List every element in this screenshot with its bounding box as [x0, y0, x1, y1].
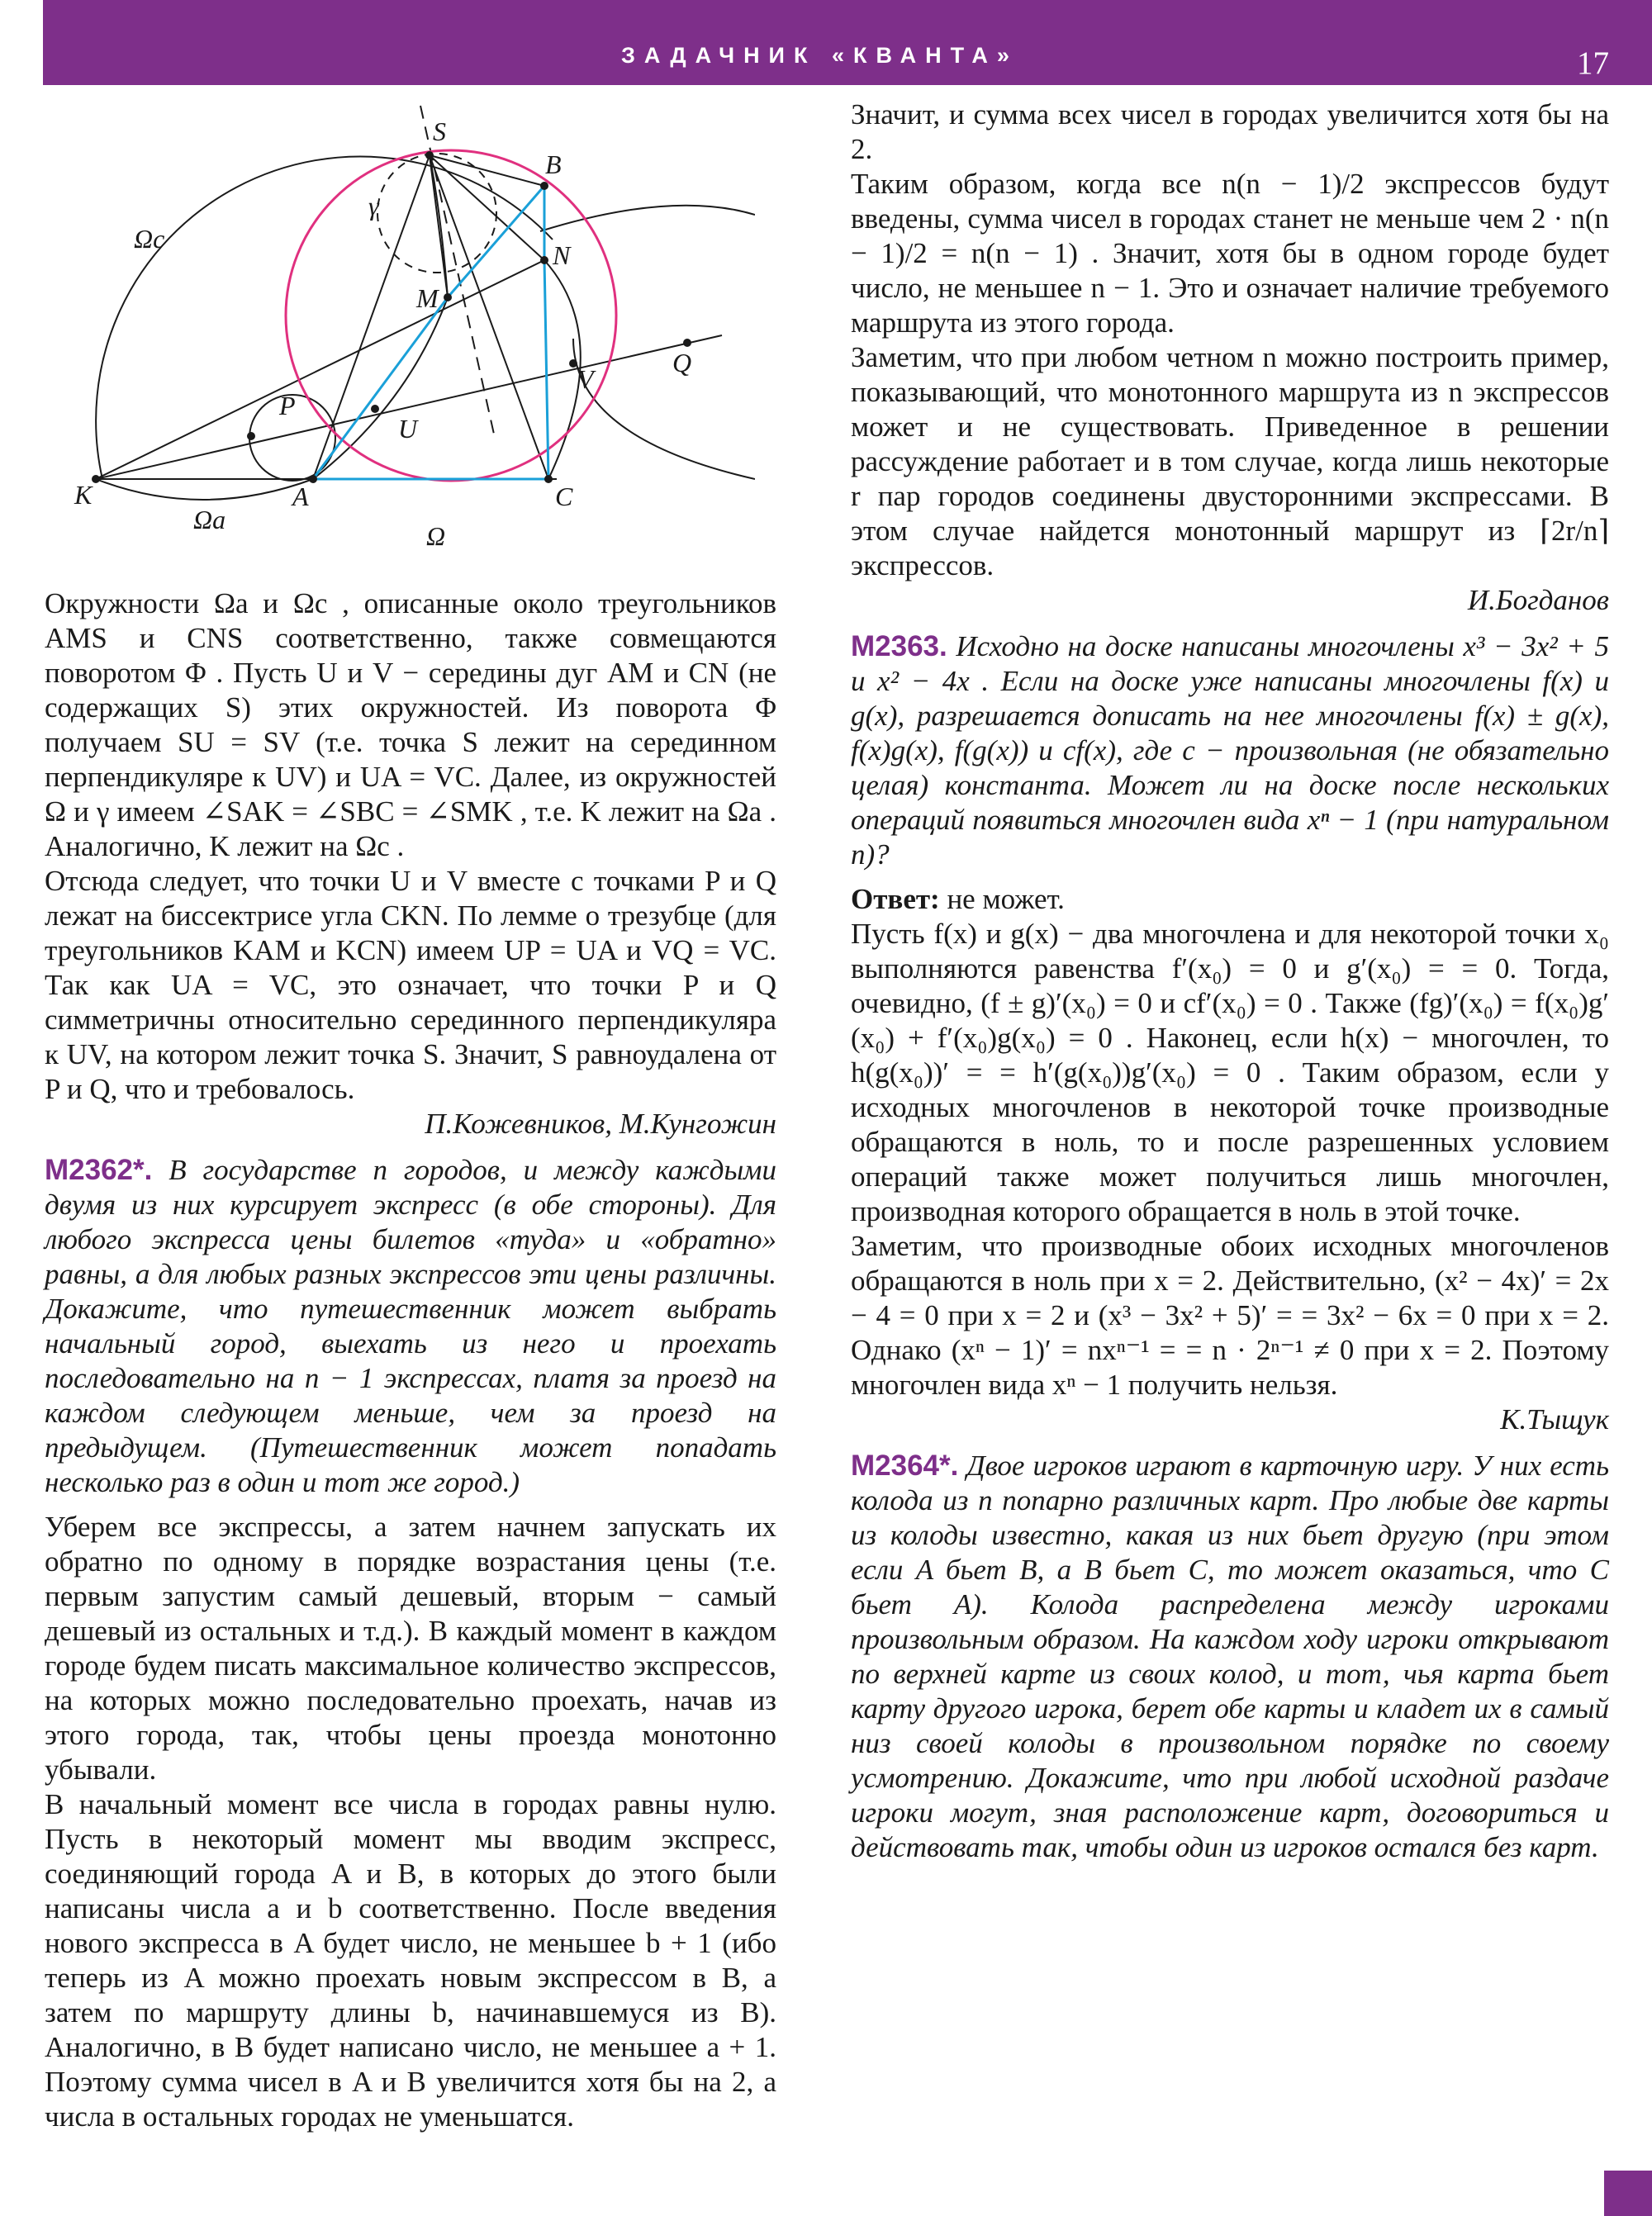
signature-kozhevnikov: П.Кожевников, М.Кунгожин: [425, 1108, 776, 1140]
line-k-q: [96, 335, 722, 479]
right-paragraph-3: Заметим, что при любом четном n можно построить пример, показывающий, что монотонного маршрута из n экспрессов может и не существовать. Приведенное в решении рассуждение работает и в том случае, когда лишь некоторые r пар городов соединены двусторонними экспрессами. В этом случае найдется монотонный маршрут из ⌈2r/n⌉ экспрессов.: [851, 341, 1609, 581]
problem-m2363-number: М2363.: [851, 630, 947, 662]
right-paragraph-2: Таким образом, когда все n(n − 1)/2 экспрессов будут введены, сумма чисел в городах станет не меньше чем 2 · n(n − 1)/2 = n(n − 1) . Значит, хотя бы в одном городе будет число, не меньшее n − 1. Это и означает наличие требуемого маршрута из этого города.: [851, 168, 1609, 339]
left-column: [45, 586, 776, 2134]
problem-m2364-number: М2364*.: [851, 1450, 959, 1482]
problem-m2364: [851, 1449, 1609, 1865]
label-omega-a: Ωa: [193, 505, 226, 534]
right-arc-2: [573, 339, 755, 479]
label-b: B: [545, 149, 562, 179]
line-s-m: [430, 155, 448, 297]
page-header: [43, 0, 1652, 85]
right-arc-1: [540, 206, 755, 231]
label-a: A: [292, 482, 309, 511]
label-gamma: γ: [368, 191, 379, 221]
left-paragraph-2: Отсюда следует, что точки U и V вместе с точками P и Q лежат на биссектрисе угла CKN. По лемме о трезубце (для треугольников KAM и KCN) имеем UP = UA и VQ = VC. Так как UA = VC, это означает, что точки P и Q симметричны относительно серединного перпендикуляра к UV, на котором лежит точка S. Значит, S равноудалена от P и Q, что и требовалось.: [45, 865, 776, 1105]
answer-line: [851, 882, 1609, 917]
problem-m2363: [851, 629, 1609, 872]
corner-tab: [1604, 2171, 1652, 2216]
right-column: [851, 97, 1609, 1865]
answer-text: не может.: [947, 883, 1065, 915]
geometry-figure: [45, 91, 755, 570]
answer-label: Ответ:: [851, 883, 940, 915]
blue-n-c: [544, 260, 548, 479]
right-paragraph-4: Пусть f(x) и g(x) − два многочлена и для некоторой точки x₀ выполняются равенства f′(x₀) = 0 и g′(x₀) = = 0. Тогда, очевидно, (f ± g)′(x₀) = 0 и cf′(x₀) = 0 . Также (fg)′(x₀) = f(x₀)g′(x₀) + f′(x₀)g(x₀) = 0 . Наконец, если h(x) − многочлен, то h(g(x₀))′ = = h′(g(x₀))g′(x₀) = 0 . Таким образом, если у исходных многочленов в некоторой точке производные обращаются в ноль, то и после разрешенных условием операций также может получиться лишь многочлен, производная которого обращается в ноль в этой точке.: [851, 918, 1609, 1227]
label-m: M: [416, 283, 439, 313]
page-number: 17: [1577, 45, 1609, 81]
line-k-n: [96, 260, 544, 479]
label-v: V: [577, 364, 594, 394]
problem-m2364-text: Двое игроков играют в карточную игру. У них есть колода из n попарно различных карт. Про любые две карты из колоды известно, какая из них бьет другую (при этом если A бьет B, а B бьет C, то может оказаться, что C бьет A). Колода распределена между игроками произвольным образом. На каждом ходу игроки открывают по верхней карте из своих колод, и тот, чья карта бьет карту другого игрока, берет обе карты и кладет их в самый низ своей колоды в произвольном порядке по своему усмотрению. Докажите, что при любой исходной раздаче игроки могут, зная расположение карт, договориться и действовать так, чтобы один из игроков остался без карт.: [851, 1450, 1610, 1863]
problem-m2362-text: В государстве n городов, и между каждыми двумя из них курсирует экспресс (в обе стороны). Для любого экспресса цены билетов «туда» и «обратно» равны, а для любых разных экспрессов эти цены различны. Докажите, что путешественник может выбрать начальный город, выехать из него и проехать последовательно на n − 1 экспрессах, платя за проезд на каждом следующем меньше, чем за проезд на предыдущем. (Путешественник может попадать несколько раз в один и тот же город.): [45, 1154, 777, 1498]
label-k: K: [74, 480, 93, 510]
blue-a-m: [313, 297, 448, 479]
signature-bogdanov: И.Богданов: [1467, 584, 1609, 616]
problem-m2363-text: Исходно на доске написаны многочлены x³ − 3x² + 5 и x² − 4x . Если на доске уже написаны многочлены f(x) и g(x), разрешается дописать на нее многочлены f(x) ± g(x), f(x)g(x), f(g(x)) и cf(x), где c − произвольная (не обязательно целая) константа. Может ли на доске после нескольких операций появиться многочлен вида xⁿ − 1 (при натуральном n)?: [851, 630, 1609, 871]
right-paragraph-1: Значит, и сумма всех чисел в городах увеличится хотя бы на 2.: [851, 98, 1609, 165]
problem-m2362: [45, 1153, 776, 1500]
label-omega: Ω: [426, 521, 446, 551]
left-paragraph-4: В начальный момент все числа в городах равны нулю. Пусть в некоторый момент мы вводим экспресс, соединяющий города A и B, в которых до этого были написаны числа a и b соответственно. После введения нового экспресса в A будет число, не меньшее b + 1 (ибо теперь из A можно проехать новым экспрессом в B, а затем по маршруту длины b, начинавшемуся из B). Аналогично, в B будет написано число, не меньшее a + 1. Поэтому сумма чисел в A и B увеличится хотя бы на 2, а числа в остальных городах не уменьшатся.: [45, 1788, 776, 2133]
label-n: N: [553, 240, 571, 270]
signature-tyshchuk: К.Тыщук: [1500, 1403, 1609, 1435]
left-paragraph-1: Окружности Ωa и Ωc , описанные около треугольников AMS и CNS соответственно, также совмещаются поворотом Φ . Пусть U и V − середины дуг AM и CN (не содержащих S) этих окружностей. Из поворота Φ получаем SU = SV (т.е. точка S лежит на серединном перпендикуляре к UV) и UA = VC. Далее, из окружностей Ω и γ имеем ∠SAK = ∠SBC = ∠SMK , т.е. K лежит на Ωa . Аналогично, K лежит на Ωc .: [45, 587, 776, 862]
running-title: ЗАДАЧНИК «КВАНТА»: [621, 43, 1018, 68]
right-paragraph-5: Заметим, что производные обоих исходных многочленов обращаются в ноль при x = 2. Действительно, (x² − 4x)′ = 2x − 4 = 0 при x = 2 и (x³ − 3x² + 5)′ = = 3x² − 6x = 0 при x = 2. Однако (xⁿ − 1)′ = nxⁿ⁻¹ = = n · 2ⁿ⁻¹ ≠ 0 при x = 2. Поэтому многочлен вида xⁿ − 1 получить нельзя.: [851, 1230, 1609, 1401]
label-p: P: [279, 391, 296, 420]
omega-a-circle: [96, 479, 313, 500]
label-omega-c: Ωc: [134, 224, 165, 254]
left-paragraph-3: Уберем все экспрессы, а затем начнем запускать их обратно по одному в порядке возрастания цены (т.е. первым запустим самый дешевый, вторым − самый дешевый из остальных и т.д.). В каждый момент в каждом городе будем писать максимальное количество экспрессов, на которых можно последовательно проехать, начав из этого города, так, чтобы цены проезда монотонно убывали.: [45, 1511, 776, 1786]
problem-m2362-number: М2362*.: [45, 1154, 153, 1186]
label-u: U: [398, 414, 418, 444]
line-s-c: [430, 155, 548, 479]
label-s: S: [433, 116, 446, 146]
label-q: Q: [672, 348, 692, 377]
label-c: C: [555, 482, 573, 511]
